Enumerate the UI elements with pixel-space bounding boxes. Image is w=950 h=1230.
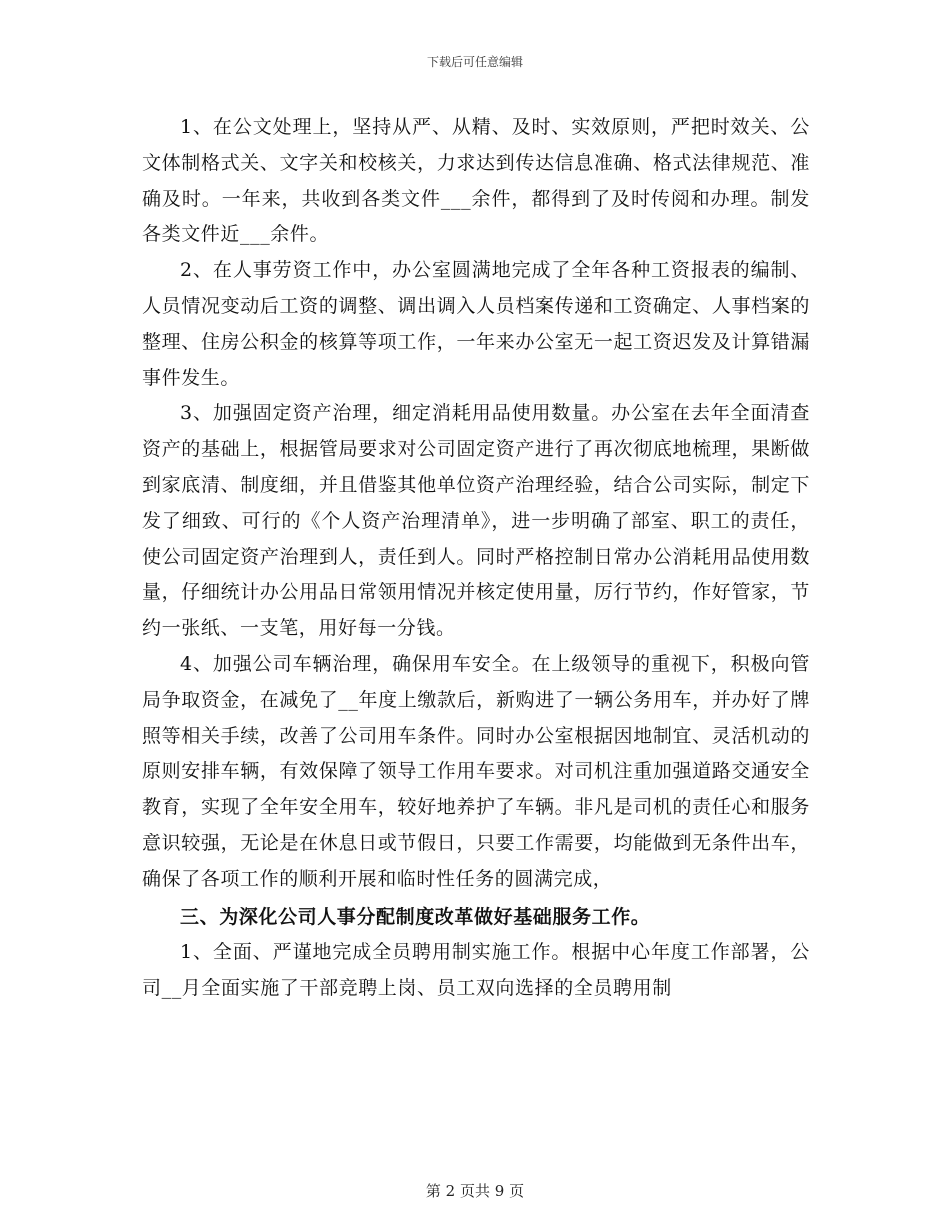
document-body [142, 110, 810, 1007]
paragraph-personnel-wages: 2、在人事劳资工作中，办公室圆满地完成了全年各种工资报表的编制、人员情况变动后工资的调整、调出调入人员档案传递和工资确定、人事档案的整理、住房公积金的核算等项工作，一年来办公室无一起工资迟发及计算错漏事件发生。 [142, 259, 810, 389]
page-number: 第 2 页共 9 页 [425, 1182, 525, 1200]
paragraph-employment-system: 1、全面、严谨地完成全员聘用制实施工作。根据中心年度工作部署，公司__月全面实施了干部竞聘上岗、员工双向选择的全员聘用制 [142, 941, 810, 1000]
page-header: 下载后可任意编辑 [426, 55, 523, 69]
paragraph-fixed-assets: 3、加强固定资产治理，细定消耗用品使用数量。办公室在去年全面清查资产的基础上，根据管局要求对公司固定资产进行了再次彻底地梳理，果断做到家底清、制度细，并且借鉴其他单位资产治理经验，结合公司实际，制定下发了细致、可行的《个人资产治理清单》，进一步明确了部室、职工的责任，使公司固定资产治理到人，责任到人。同时严格控制日常办公消耗用品使用数量，仔细统计办公用品日常领用情况并核定使用量，厉行节约，作好管家，节约一张纸、一支笔，用好每一分钱。 [142, 402, 810, 640]
section-heading: 三、为深化公司人事分配制度改革做好基础服务工作。 [180, 905, 651, 928]
paragraph-document-handling: 1、在公文处理上，坚持从严、从精、及时、实效原则，严把时效关、公文体制格式关、文字关和校核关，力求达到传达信息准确、格式法律规范、准确及时。一年来，共收到各类文件___余件，都得到了及时传阅和办理。制发各类文件近___余件。 [142, 116, 810, 246]
paragraph-vehicle-management: 4、加强公司车辆治理，确保用车安全。在上级领导的重视下，积极向管局争取资金，在减免了__年度上缴款后，新购进了一辆公务用车，并办好了牌照等相关手续，改善了公司用车条件。同时办公室根据因地制宜、灵活机动的原则安排车辆，有效保障了领导工作用车要求。对司机注重加强道路交通安全教育，实现了全年安全用车，较好地养护了车辆。非凡是司机的责任心和服务意识较强，无论是在休息日或节假日，只要工作需要，均能做到无条件出车，确保了各项工作的顺利开展和临时性任务的圆满完成， [142, 652, 810, 890]
